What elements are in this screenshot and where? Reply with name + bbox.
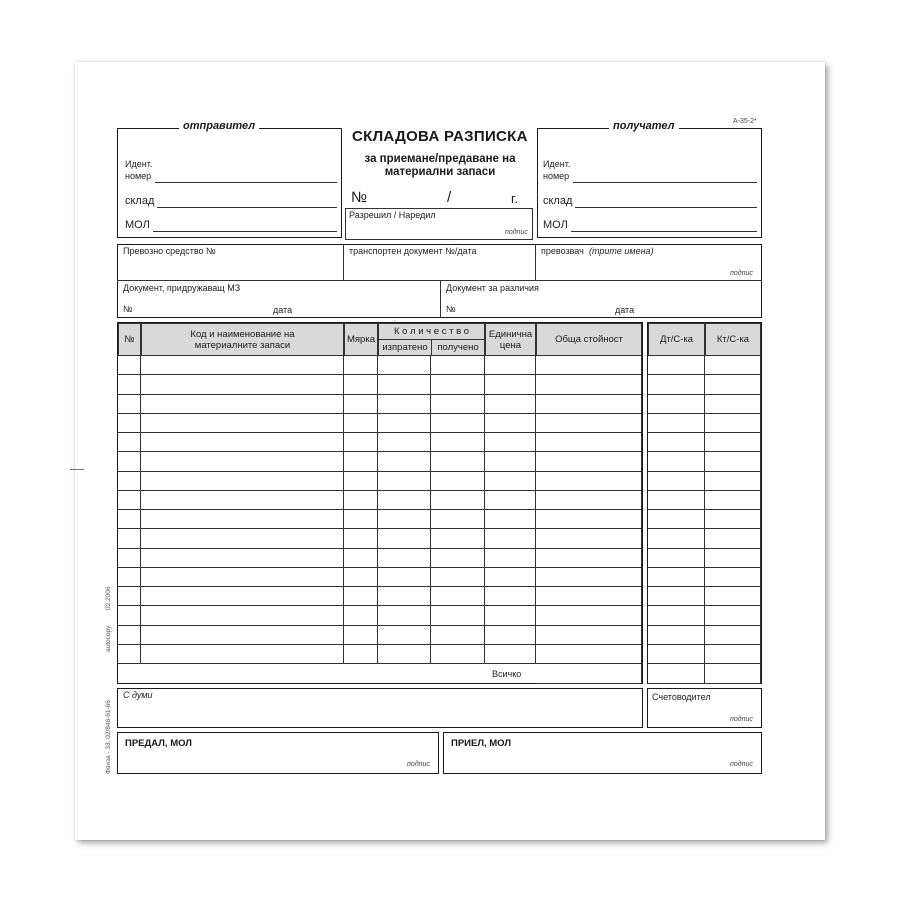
- table-cell: [118, 529, 141, 548]
- transport-divider-2: [535, 244, 536, 280]
- table-cell: [536, 529, 642, 548]
- total-label: Всичко: [492, 669, 522, 679]
- table-cell: [118, 472, 141, 491]
- account-cell: [648, 549, 705, 568]
- account-cell: [648, 606, 705, 625]
- receiver-box: [537, 128, 762, 238]
- account-cell: [705, 375, 761, 394]
- table-cell: [378, 356, 431, 375]
- handed-label: ПРЕДАЛ, МОЛ: [125, 738, 192, 749]
- table-cell: [118, 375, 141, 394]
- table-cell: [378, 626, 431, 645]
- year-label: г.: [511, 191, 519, 206]
- account-cell: [705, 356, 761, 375]
- accompanying-doc-label: Документ, придружаващ МЗ: [123, 283, 241, 293]
- account-cell: [648, 433, 705, 452]
- table-cell: [344, 510, 378, 529]
- margin-year: 02.2006: [105, 586, 112, 610]
- table-cell: [141, 626, 344, 645]
- table-cell: [536, 491, 642, 510]
- header-sent: [378, 339, 432, 356]
- table-cell: [344, 626, 378, 645]
- table-cell: [485, 587, 536, 606]
- total-cell: [705, 664, 761, 684]
- table-cell: [378, 433, 431, 452]
- diff-date-label: дата: [615, 305, 635, 315]
- receiver-ident-line: [573, 182, 757, 183]
- margin-brand: autocopy: [105, 625, 112, 652]
- form-code: А-35-2*: [733, 118, 757, 125]
- table-cell: [536, 510, 642, 529]
- table-cell: [431, 510, 485, 529]
- table-cell: [431, 472, 485, 491]
- table-cell: [141, 414, 344, 433]
- account-cell: [648, 587, 705, 606]
- table-cell: [378, 606, 431, 625]
- account-cell: [648, 529, 705, 548]
- table-cell: [344, 587, 378, 606]
- table-cell: [485, 414, 536, 433]
- table-cell: [344, 356, 378, 375]
- table-cell: [485, 452, 536, 471]
- table-cell: [118, 606, 141, 625]
- table-cell: [118, 626, 141, 645]
- table-cell: [378, 452, 431, 471]
- table-cell: [378, 395, 431, 414]
- table-cell: [431, 356, 485, 375]
- account-cell: [705, 395, 761, 414]
- table-cell: [485, 510, 536, 529]
- table-cell: [485, 472, 536, 491]
- table-cell: [431, 587, 485, 606]
- table-cell: [485, 529, 536, 548]
- table-cell: [485, 606, 536, 625]
- table-cell: [141, 375, 344, 394]
- table-cell: [536, 549, 642, 568]
- header-received-text: получено: [437, 342, 479, 353]
- table-cell: [378, 510, 431, 529]
- table-cell: [431, 606, 485, 625]
- transport-divider-3: [440, 280, 441, 318]
- account-cell: [648, 568, 705, 587]
- table-cell: [431, 452, 485, 471]
- table-cell: [141, 568, 344, 587]
- table-cell: [344, 375, 378, 394]
- account-cell: [705, 433, 761, 452]
- table-cell: [118, 549, 141, 568]
- account-cell: [648, 452, 705, 471]
- sender-warehouse-label: склад: [125, 195, 155, 207]
- table-cell: [118, 645, 141, 664]
- fold-mark: [70, 469, 84, 470]
- table-cell: [344, 645, 378, 664]
- table-cell: [141, 395, 344, 414]
- sender-ident-label-1: Идент.: [125, 159, 153, 169]
- account-cell: [705, 587, 761, 606]
- sender-warehouse-line: [157, 207, 337, 208]
- sender-mol-line: [153, 231, 337, 232]
- handed-signature: подпис: [407, 761, 430, 768]
- account-cell: [648, 472, 705, 491]
- table-cell: [344, 568, 378, 587]
- account-cell: [648, 626, 705, 645]
- table-cell: [141, 452, 344, 471]
- number-slash: /: [447, 189, 452, 206]
- table-cell: [431, 395, 485, 414]
- table-cell: [118, 452, 141, 471]
- table-cell: [431, 568, 485, 587]
- table-cell: [378, 549, 431, 568]
- account-cell: [705, 510, 761, 529]
- table-cell: [141, 529, 344, 548]
- total-cell: [536, 664, 642, 684]
- table-cell: [344, 606, 378, 625]
- account-cell: [705, 414, 761, 433]
- words-label: С думи: [123, 690, 153, 700]
- account-cell: [648, 356, 705, 375]
- table-cell: [431, 626, 485, 645]
- table-cell: [431, 529, 485, 548]
- header-quantity: [378, 323, 485, 340]
- sender-legend: отправител: [179, 120, 259, 132]
- carrier-signature: подпис: [730, 270, 753, 277]
- table-cell: [344, 549, 378, 568]
- table-cell: [536, 395, 642, 414]
- table-cell: [536, 587, 642, 606]
- account-cell: [648, 510, 705, 529]
- table-cell: [485, 433, 536, 452]
- table-cell: [536, 433, 642, 452]
- table-cell: [378, 587, 431, 606]
- table-cell: [536, 414, 642, 433]
- diff-doc-label: Документ за различия: [446, 283, 539, 293]
- table-cell: [344, 491, 378, 510]
- table-cell: [118, 356, 141, 375]
- table-cell: [118, 587, 141, 606]
- table-cell: [118, 510, 141, 529]
- account-cell: [705, 491, 761, 510]
- form-subtitle-1: за приемане/предаване на: [364, 153, 516, 165]
- table-cell: [378, 472, 431, 491]
- accompanying-no-label: №: [123, 304, 133, 314]
- account-cell: [648, 645, 705, 664]
- authorization-label: Разрешил / Наредил: [349, 210, 436, 220]
- table-cell: [536, 606, 642, 625]
- table-cell: [118, 414, 141, 433]
- table-cell: [141, 549, 344, 568]
- account-cell: [648, 414, 705, 433]
- table-cell: [344, 472, 378, 491]
- table-cell: [431, 549, 485, 568]
- account-cell: [705, 645, 761, 664]
- account-cell: [705, 549, 761, 568]
- table-cell: [118, 491, 141, 510]
- table-cell: [536, 568, 642, 587]
- margin-print-info: Фвиза - 33, 02/846-61-66: [105, 700, 112, 774]
- table-cell: [141, 433, 344, 452]
- table-cell: [431, 375, 485, 394]
- table-cell: [141, 472, 344, 491]
- table-cell: [536, 452, 642, 471]
- receiver-ident-label-2: номер: [543, 171, 570, 181]
- header-name-text-1: Код и наименование на: [190, 328, 295, 340]
- header-unit: [344, 323, 378, 356]
- account-cell: [705, 626, 761, 645]
- sender-mol-label: МОЛ: [125, 219, 150, 231]
- table-cell: [485, 491, 536, 510]
- header-no-text: №: [124, 334, 135, 345]
- table-cell: [485, 549, 536, 568]
- receiver-warehouse-line: [575, 207, 757, 208]
- table-cell: [344, 433, 378, 452]
- table-cell: [431, 491, 485, 510]
- header-no: [118, 323, 141, 356]
- table-cell: [141, 491, 344, 510]
- transport-doc-label: транспортен документ №/дата: [349, 246, 477, 256]
- receiver-ident-label-1: Идент.: [543, 159, 571, 169]
- account-cell: [705, 529, 761, 548]
- header-price-text-2: цена: [499, 339, 522, 351]
- table-cell: [536, 626, 642, 645]
- form-sheet: [75, 62, 825, 840]
- accountant-signature: подпис: [730, 716, 753, 723]
- form-subtitle-2: материални запаси: [384, 166, 496, 178]
- table-cell: [141, 510, 344, 529]
- account-cell: [648, 491, 705, 510]
- header-credit: [705, 323, 761, 356]
- table-cell: [536, 645, 642, 664]
- header-unit-text: Мярка: [347, 334, 375, 345]
- table-cell: [485, 375, 536, 394]
- received-signature: подпис: [730, 761, 753, 768]
- table-cell: [485, 626, 536, 645]
- header-total: [536, 323, 642, 356]
- carrier-label: превозвач: [541, 246, 584, 256]
- table-cell: [536, 375, 642, 394]
- table-cell: [344, 529, 378, 548]
- account-cell: [648, 395, 705, 414]
- diff-no-label: №: [446, 304, 456, 314]
- table-cell: [378, 645, 431, 664]
- header-debit-text: Дт/С-ка: [659, 334, 694, 345]
- table-cell: [141, 356, 344, 375]
- account-cell: [705, 452, 761, 471]
- table-cell: [536, 472, 642, 491]
- table-cell: [431, 433, 485, 452]
- header-name-text-2: материалните запаси: [194, 339, 291, 351]
- received-label: ПРИЕЛ, МОЛ: [451, 738, 512, 749]
- transport-divider-1: [343, 244, 344, 280]
- table-cell: [378, 568, 431, 587]
- accountant-label: Счетоводител: [652, 692, 711, 702]
- header-price: [485, 323, 536, 356]
- table-cell: [118, 568, 141, 587]
- header-name: [141, 323, 344, 356]
- table-cell: [485, 395, 536, 414]
- account-cell: [705, 472, 761, 491]
- form-title: СКЛАДОВА РАЗПИСКА: [352, 128, 528, 145]
- total-cell: [648, 664, 705, 684]
- words-box: [117, 688, 643, 728]
- account-cell: [705, 568, 761, 587]
- table-cell: [141, 587, 344, 606]
- header-price-text-1: Единична: [488, 328, 533, 340]
- sender-ident-label-2: номер: [125, 171, 152, 181]
- table-cell: [118, 433, 141, 452]
- table-cell: [485, 568, 536, 587]
- sender-box: [117, 128, 342, 238]
- receiver-mol-label: МОЛ: [543, 219, 568, 231]
- table-cell: [378, 491, 431, 510]
- authorization-signature: подпис: [505, 229, 528, 236]
- header-received: [431, 339, 485, 356]
- table-cell: [344, 395, 378, 414]
- receiver-legend: получател: [609, 120, 679, 132]
- header-sent-text: изпратено: [382, 342, 428, 353]
- number-label: №: [351, 189, 368, 206]
- receiver-mol-line: [571, 231, 757, 232]
- table-cell: [344, 452, 378, 471]
- accompanying-date-label: дата: [273, 305, 293, 315]
- account-cell: [705, 606, 761, 625]
- account-cell: [648, 375, 705, 394]
- vehicle-label: Превозно средство №: [123, 246, 216, 256]
- table-cell: [141, 606, 344, 625]
- table-cell: [378, 414, 431, 433]
- table-cell: [141, 645, 344, 664]
- sender-ident-line: [155, 182, 337, 183]
- table-cell: [431, 645, 485, 664]
- carrier-hint: (трите имена): [589, 246, 654, 256]
- table-cell: [485, 645, 536, 664]
- header-quantity-text: К о л и ч е с т в о: [393, 326, 470, 337]
- table-cell: [378, 529, 431, 548]
- table-cell: [431, 414, 485, 433]
- table-cell: [344, 414, 378, 433]
- table-cell: [485, 356, 536, 375]
- header-debit: [648, 323, 705, 356]
- table-cell: [536, 356, 642, 375]
- table-cell: [118, 395, 141, 414]
- receiver-warehouse-label: склад: [543, 195, 573, 207]
- header-credit-text: Кт/С-ка: [716, 334, 750, 345]
- header-total-text: Обща стойност: [555, 334, 623, 345]
- table-cell: [378, 375, 431, 394]
